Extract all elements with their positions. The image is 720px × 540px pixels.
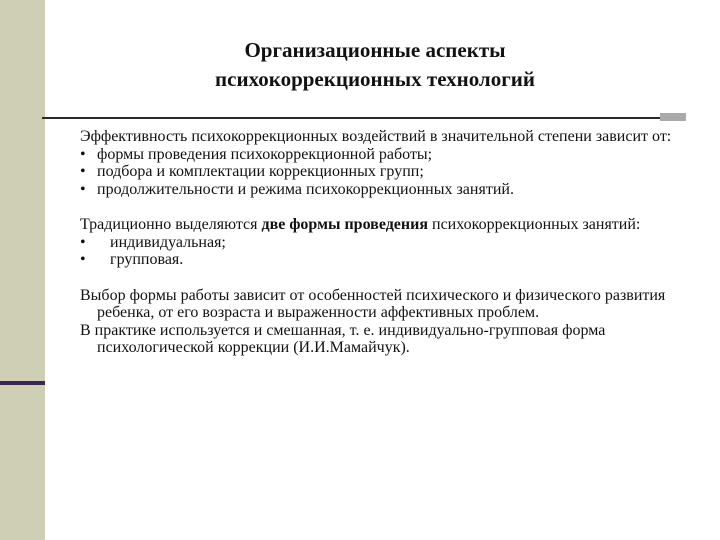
bullet-icon: • xyxy=(80,163,86,180)
slide-title xyxy=(150,36,600,94)
list-item xyxy=(80,234,695,252)
slide-body xyxy=(80,128,695,357)
choice-paragraph: Выбор формы работы зависит от особенностей психического и физического развития ребенка, от его возраста и выраженности аффективных проблем. xyxy=(80,286,666,321)
bullet-icon: • xyxy=(80,180,86,198)
bullet-icon: • xyxy=(80,145,86,163)
title-divider xyxy=(42,117,660,119)
list-item-text: групповая. xyxy=(110,251,184,268)
list-item-text: формы проведения психокоррекционной работы; xyxy=(97,145,433,163)
effectiveness-paragraph: Эффективность психокоррекционных воздействий в значительной степени зависит от: xyxy=(80,128,672,145)
list-item xyxy=(80,251,695,269)
forms-paragraph xyxy=(80,216,695,234)
practice-paragraph: В практике используется и смешанная, т. е. индивидуально-групповая форма психологической коррекции (И.И.Мамайчук). xyxy=(80,321,606,356)
forms-intro-bold: две формы проведения xyxy=(261,216,428,233)
forms-intro-post: психокоррекционных занятий: xyxy=(428,216,641,233)
title-line-2: психокоррекционных технологий xyxy=(215,67,535,91)
forms-intro-pre: Традиционно выделяются xyxy=(80,216,262,233)
left-sidebar-bar xyxy=(0,0,45,540)
title-divider-end xyxy=(660,113,686,121)
list-item xyxy=(80,146,695,164)
list-item-text: продолжительности и режима психокоррекционных занятий. xyxy=(97,180,514,198)
bullet-icon: • xyxy=(80,233,86,251)
list-item xyxy=(80,181,695,199)
title-line-1: Организационные аспекты xyxy=(244,38,506,62)
list-item-text: подбора и комплектации коррекционных групп; xyxy=(97,163,424,180)
list-item xyxy=(80,163,695,181)
bullet-icon: • xyxy=(80,251,86,268)
sidebar-accent-line xyxy=(0,381,45,385)
list-item-text: индивидуальная; xyxy=(110,233,226,251)
